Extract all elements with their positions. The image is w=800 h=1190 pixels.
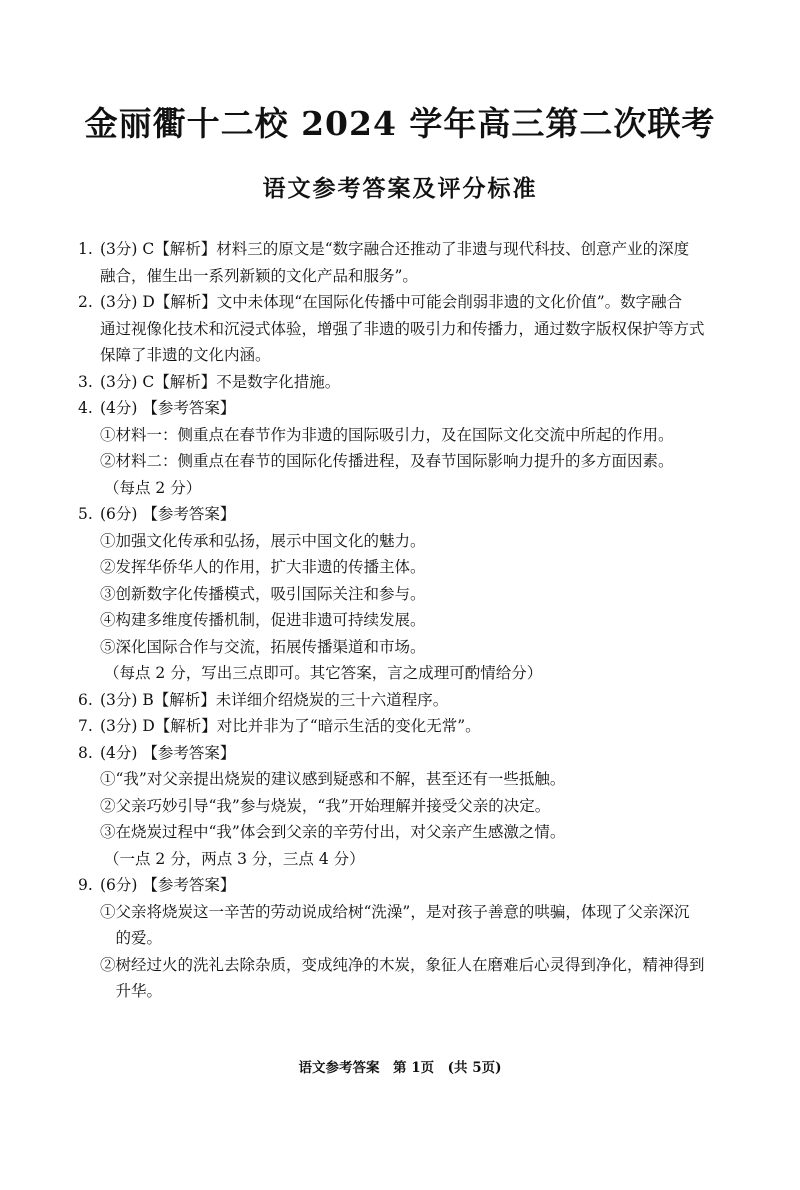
question-line: 通过视像化技术和沉浸式体验，增强了非遗的吸引力和传播力，通过数字版权保护等方式 <box>100 319 705 338</box>
question-number: 9. <box>78 876 93 894</box>
answer-point: ④构建多维度传播机制，促进非遗可持续发展。 <box>100 611 426 629</box>
question-3 <box>78 369 738 396</box>
question-line: (4分) 【参考答案】 <box>100 743 236 762</box>
question-4 <box>78 395 738 501</box>
answer-point: ①父亲将烧炭这一辛苦的劳动说成给树“洗澡”，是对孩子善意的哄骗，体现了父亲深沉 <box>100 902 690 921</box>
question-line: (6分) 【参考答案】 <box>100 505 236 523</box>
answer-point: ②树经过火的洗礼去除杂质，变成纯净的木炭，象征人在磨难后心灵得到净化，精神得到 <box>100 955 705 974</box>
scoring-note: （一点 2 分，两点 3 分，三点 4 分） <box>104 849 365 868</box>
question-number: 4. <box>78 399 93 417</box>
question-number: 8. <box>78 743 93 762</box>
answer-point-continued: 的爱。 <box>100 929 163 947</box>
question-1 <box>78 236 738 289</box>
answer-point-continued: 升华。 <box>100 982 163 1000</box>
answer-key-subtitle: 语文参考答案及评分标准 <box>262 175 538 202</box>
question-5 <box>78 501 738 687</box>
question-number: 2. <box>78 293 93 311</box>
answer-point: ②父亲巧妙引导“我”参与烧炭，“我”开始理解并接受父亲的决定。 <box>100 796 551 815</box>
question-line: (3分) C【解析】材料三的原文是“数字融合还推动了非遗与现代科技、创意产业的深度 <box>100 240 690 258</box>
question-number: 1. <box>78 240 93 258</box>
answer-point: ①加强文化传承和弘扬，展示中国文化的魅力。 <box>100 531 426 550</box>
question-line: (3分) D【解析】文中未体现“在国际化传播中可能会削弱非遗的文化价值”。数字融合 <box>100 293 683 311</box>
answer-point: ②发挥华侨华人的作用，扩大非遗的传播主体。 <box>100 558 426 576</box>
question-line: (3分) B【解析】未详细介绍烧炭的三十六道程序。 <box>100 690 449 709</box>
scoring-note: （每点 2 分） <box>104 478 202 497</box>
question-number: 5. <box>78 505 93 523</box>
answer-point: ①材料一：侧重点在春节作为非遗的国际吸引力，及在国际文化交流中所起的作用。 <box>100 425 674 444</box>
answer-point: ⑤深化国际合作与交流，拓展传播渠道和市场。 <box>100 637 426 656</box>
question-line: (4分) 【参考答案】 <box>100 399 236 417</box>
question-6 <box>78 687 738 714</box>
answer-list <box>78 236 738 1005</box>
exam-title: 金丽衢十二校 2024 学年高三第二次联考 <box>84 104 716 143</box>
question-number: 3. <box>78 372 93 391</box>
question-line: (6分) 【参考答案】 <box>100 876 236 894</box>
question-number: 7. <box>78 717 93 735</box>
question-number: 6. <box>78 690 93 709</box>
question-2 <box>78 289 738 369</box>
question-7 <box>78 713 738 740</box>
question-line: 保障了非遗的文化内涵。 <box>100 346 271 364</box>
question-line: (3分) C【解析】不是数字化措施。 <box>100 372 341 391</box>
answer-point: ①“我”对父亲提出烧炭的建议感到疑惑和不解，甚至还有一些抵触。 <box>100 770 566 788</box>
question-9 <box>78 872 738 1005</box>
question-line: 融合，催生出一系列新颖的文化产品和服务”。 <box>100 266 418 285</box>
question-8 <box>78 740 738 873</box>
answer-point: ③创新数字化传播模式，吸引国际关注和参与。 <box>100 584 426 603</box>
scoring-note: （每点 2 分，写出三点即可。其它答案，言之成理可酌情给分） <box>104 664 543 682</box>
question-line: (3分) D【解析】对比并非为了“暗示生活的变化无常”。 <box>100 717 481 735</box>
page-footer: 语文参考答案 第 1页 (共 5页) <box>298 1060 502 1076</box>
answer-point: ②材料二：侧重点在春节的国际化传播进程，及春节国际影响力提升的多方面因素。 <box>100 452 674 470</box>
answer-point: ③在烧炭过程中“我”体会到父亲的辛劳付出，对父亲产生感激之情。 <box>100 823 566 841</box>
